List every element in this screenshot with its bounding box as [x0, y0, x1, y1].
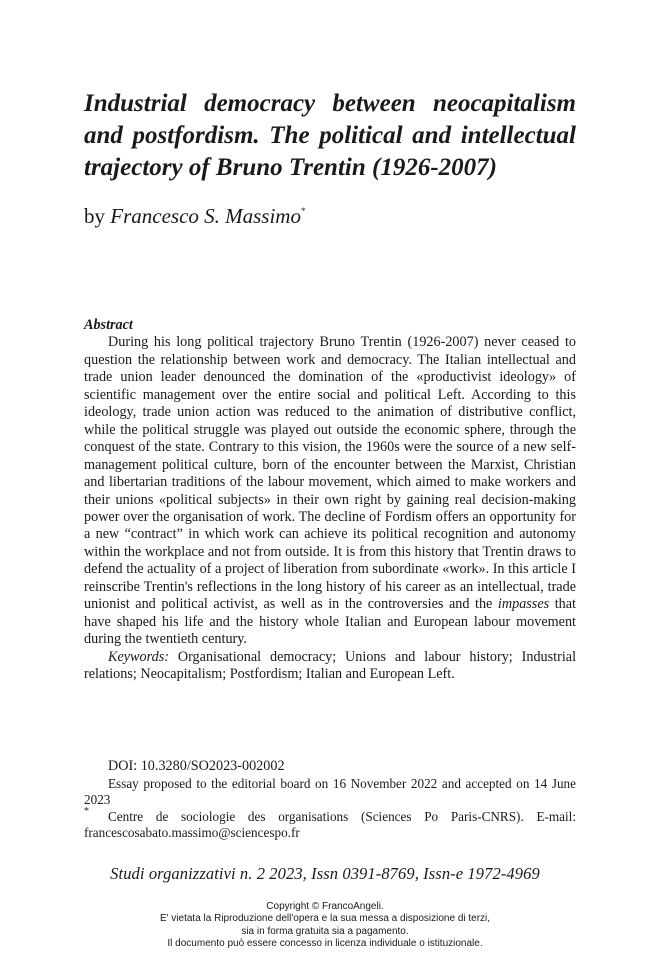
- abstract-heading: Abstract: [84, 317, 133, 333]
- keywords: [84, 649, 576, 684]
- keywords-list: Organisational democracy; Unions and labour history; Industrial relations; Neocapitalism; Postfordism; Italian and European Left.: [84, 648, 577, 683]
- affiliation-note: [84, 805, 576, 842]
- copyright-line-1: Copyright © FrancoAngeli.: [266, 901, 384, 912]
- journal-citation: Studi organizzativi n. 2 2023, Issn 0391-8769, Issn-e 1972-4969: [110, 864, 540, 883]
- abstract-emphasis: impasses: [497, 596, 550, 613]
- author-footnote-mark: *: [300, 206, 306, 216]
- abstract-section: [84, 317, 576, 684]
- copyright-notice: [0, 901, 650, 950]
- abstract-body: [84, 334, 576, 648]
- article-title: Industrial democracy between neocapitalism and postfordism. The political and intellectual trajectory of Bruno Trentin (1926-2007): [84, 90, 576, 181]
- byline-prefix: by: [84, 204, 105, 228]
- copyright-line-4: Il documento può essere concesso in licenza individuale o istituzionale.: [167, 937, 483, 949]
- keywords-label: Keywords:: [108, 648, 169, 665]
- byline: [84, 198, 305, 229]
- proposal-note: Essay proposed to the editorial board on 16 November 2022 and accepted on 14 June 2023: [84, 775, 576, 807]
- affiliation-footnote-mark: *: [84, 805, 89, 817]
- abstract-text-part1: During his long political trajectory Bruno Trentin (1926-2007) never ceased to question the relationship between work and democracy. The Italian intellectual and trade union leader denounced the domination of the «productivist ideology» of scientific management over the entire social and political Left. According to this ideology, trade union action was reduced to the animation of distributive conflict, while the political struggle was played out outside the economic sphere, through the conquest of the state. Contrary to this vision, the 1960s were the source of a new self-management political culture, born of the encounter between the Marxist, Christian and libertarian traditions of the labour movement, which aimed to make workers and their unions «political subjects» in their own right by gaining real decision-making power over the organisation of work. The decline of Fordism offers an opportunity for a new “contract” in which work can achieve its political recognition and autonomy within the workplace and not from outside. It is from this history that Trentin draws to defend the actuality of a project of liberation from subordinate «work». In this article I reinscribe Trentin's reflections in the long history of his career as an intellectual, trade unionist and political activist, as well as in the controversies and the: [84, 334, 576, 613]
- doi: DOI: 10.3280/SO2023-002002: [108, 758, 285, 774]
- copyright-line-3: sia in forma gratuita sia a pagamento.: [241, 925, 409, 937]
- footnotes: [84, 758, 576, 842]
- author-name: Francesco S. Massimo: [110, 204, 301, 228]
- copyright-line-2: E' vietata la Riproduzione dell'opera e la sua messa a disposizione di terzi,: [159, 913, 491, 925]
- affiliation-text: Centre de sociologie des organisations (Sciences Po Paris-CNRS). E-mail: francescosabato.massimo@sciencespo.fr: [84, 808, 576, 840]
- abstract-text-part2: that have shaped his life and the history whole Italian and European labour movement during the twentieth century.: [84, 596, 576, 648]
